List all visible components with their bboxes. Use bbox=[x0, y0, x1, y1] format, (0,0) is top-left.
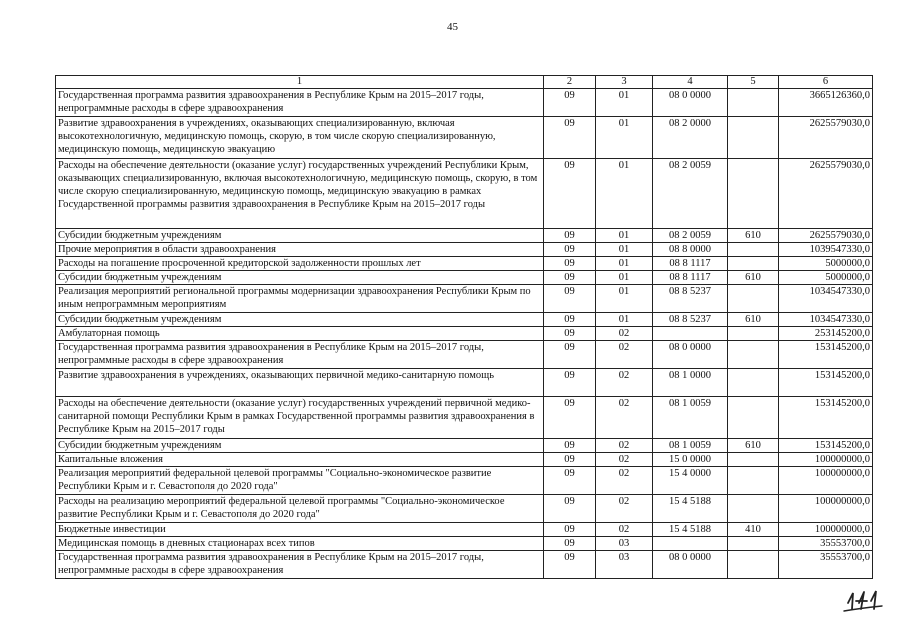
row-target-article: 08 1 0059 bbox=[653, 397, 728, 439]
row-target-article: 08 1 0000 bbox=[653, 369, 728, 397]
row-expense-type bbox=[728, 551, 779, 579]
row-description: Расходы на обеспечение деятельности (оказание услуг) государственных учреждений первичной медико-санитарной помощи Республики Крым в рамках Государственной программы развития здравоохранения в Республике Крым на 2015–2017 годы bbox=[56, 397, 544, 439]
row-amount: 100000000,0 bbox=[779, 523, 873, 537]
row-expense-type bbox=[728, 453, 779, 467]
row-section-code: 09 bbox=[544, 257, 596, 271]
row-subsection-code: 01 bbox=[596, 257, 653, 271]
table-row bbox=[56, 285, 873, 313]
row-description: Развитие здравоохранения в учреждениях, оказывающих первичной медико-санитарную помощь bbox=[56, 369, 544, 397]
row-section-code: 09 bbox=[544, 495, 596, 523]
row-amount: 5000000,0 bbox=[779, 257, 873, 271]
row-subsection-code: 01 bbox=[596, 159, 653, 229]
row-target-article: 08 1 0059 bbox=[653, 439, 728, 453]
row-description: Расходы на реализацию мероприятий федеральной целевой программы "Социально-экономическое развитие Республики Крым и г. Севастополя до 2020 года" bbox=[56, 495, 544, 523]
table-row bbox=[56, 229, 873, 243]
row-description: Амбулаторная помощь bbox=[56, 327, 544, 341]
row-target-article: 08 0 0000 bbox=[653, 341, 728, 369]
row-subsection-code: 02 bbox=[596, 495, 653, 523]
table-row bbox=[56, 89, 873, 117]
row-description: Государственная программа развития здравоохранения в Республике Крым на 2015–2017 годы, непрограммные расходы в сфере здравоохранения bbox=[56, 551, 544, 579]
row-subsection-code: 02 bbox=[596, 467, 653, 495]
table-row bbox=[56, 327, 873, 341]
row-amount: 1034547330,0 bbox=[779, 313, 873, 327]
row-description: Государственная программа развития здравоохранения в Республике Крым на 2015–2017 годы, непрограммные расходы в сфере здравоохранения bbox=[56, 89, 544, 117]
row-target-article: 15 4 5188 bbox=[653, 495, 728, 523]
table-row bbox=[56, 551, 873, 579]
row-target-article: 15 4 5188 bbox=[653, 523, 728, 537]
row-expense-type bbox=[728, 243, 779, 257]
row-subsection-code: 02 bbox=[596, 397, 653, 439]
row-expense-type bbox=[728, 397, 779, 439]
table-row bbox=[56, 117, 873, 159]
row-subsection-code: 01 bbox=[596, 229, 653, 243]
row-subsection-code: 01 bbox=[596, 271, 653, 285]
row-description: Прочие мероприятия в области здравоохранения bbox=[56, 243, 544, 257]
header-col-4: 4 bbox=[653, 76, 728, 89]
header-col-2: 2 bbox=[544, 76, 596, 89]
row-section-code: 09 bbox=[544, 537, 596, 551]
row-amount: 2625579030,0 bbox=[779, 117, 873, 159]
row-description: Субсидии бюджетным учреждениям bbox=[56, 229, 544, 243]
row-section-code: 09 bbox=[544, 327, 596, 341]
row-target-article: 08 2 0059 bbox=[653, 229, 728, 243]
row-expense-type bbox=[728, 285, 779, 313]
row-target-article: 08 2 0000 bbox=[653, 117, 728, 159]
header-col-6: 6 bbox=[779, 76, 873, 89]
row-target-article: 15 4 0000 bbox=[653, 467, 728, 495]
row-description: Реализация мероприятий региональной программы модернизации здравоохранения Республики Крым по иным непрограммным мероприятиям bbox=[56, 285, 544, 313]
table-row bbox=[56, 467, 873, 495]
row-target-article: 08 0 0000 bbox=[653, 551, 728, 579]
table-row bbox=[56, 243, 873, 257]
table-body bbox=[56, 89, 873, 579]
row-amount: 5000000,0 bbox=[779, 271, 873, 285]
row-subsection-code: 01 bbox=[596, 117, 653, 159]
row-amount: 153145200,0 bbox=[779, 439, 873, 453]
row-expense-type bbox=[728, 369, 779, 397]
table-row bbox=[56, 313, 873, 327]
table-row bbox=[56, 397, 873, 439]
row-description: Капитальные вложения bbox=[56, 453, 544, 467]
row-amount: 253145200,0 bbox=[779, 327, 873, 341]
row-target-article: 08 8 1117 bbox=[653, 271, 728, 285]
row-section-code: 09 bbox=[544, 285, 596, 313]
table-row bbox=[56, 341, 873, 369]
row-amount: 153145200,0 bbox=[779, 397, 873, 439]
row-amount: 100000000,0 bbox=[779, 495, 873, 523]
row-expense-type bbox=[728, 495, 779, 523]
row-amount: 1034547330,0 bbox=[779, 285, 873, 313]
row-section-code: 09 bbox=[544, 439, 596, 453]
row-section-code: 09 bbox=[544, 159, 596, 229]
row-subsection-code: 02 bbox=[596, 523, 653, 537]
table-header-row bbox=[56, 76, 873, 89]
page-number: 45 bbox=[447, 21, 458, 33]
row-section-code: 09 bbox=[544, 313, 596, 327]
row-subsection-code: 02 bbox=[596, 327, 653, 341]
row-section-code: 09 bbox=[544, 243, 596, 257]
row-section-code: 09 bbox=[544, 117, 596, 159]
row-subsection-code: 01 bbox=[596, 313, 653, 327]
row-description: Субсидии бюджетным учреждениям bbox=[56, 271, 544, 285]
row-section-code: 09 bbox=[544, 341, 596, 369]
row-amount: 35553700,0 bbox=[779, 537, 873, 551]
row-expense-type: 610 bbox=[728, 439, 779, 453]
row-expense-type bbox=[728, 537, 779, 551]
row-section-code: 09 bbox=[544, 397, 596, 439]
table-row bbox=[56, 159, 873, 229]
row-section-code: 09 bbox=[544, 551, 596, 579]
row-expense-type: 610 bbox=[728, 313, 779, 327]
row-amount: 153145200,0 bbox=[779, 341, 873, 369]
row-target-article bbox=[653, 327, 728, 341]
row-section-code: 09 bbox=[544, 89, 596, 117]
row-expense-type bbox=[728, 467, 779, 495]
row-target-article: 08 0 0000 bbox=[653, 89, 728, 117]
row-section-code: 09 bbox=[544, 229, 596, 243]
row-description: Расходы на обеспечение деятельности (оказание услуг) государственных учреждений Республики Крым, оказывающих специализированную, включая высокотехнологичную, медицинскую помощь, скорую, в том числе скорую специализированную, медицинскую помощь, медицинскую эвакуацию в рамках Государственной программы развития здравоохранения в Республике Крым на 2015–2017 годы bbox=[56, 159, 544, 229]
table-row bbox=[56, 271, 873, 285]
row-description: Бюджетные инвестиции bbox=[56, 523, 544, 537]
header-col-5: 5 bbox=[728, 76, 779, 89]
row-expense-type bbox=[728, 341, 779, 369]
row-expense-type bbox=[728, 159, 779, 229]
row-subsection-code: 02 bbox=[596, 439, 653, 453]
row-section-code: 09 bbox=[544, 271, 596, 285]
row-amount: 1039547330,0 bbox=[779, 243, 873, 257]
row-subsection-code: 01 bbox=[596, 243, 653, 257]
table-row bbox=[56, 257, 873, 271]
table-row bbox=[56, 439, 873, 453]
row-amount: 3665126360,0 bbox=[779, 89, 873, 117]
row-description: Развитие здравоохранения в учреждениях, оказывающих специализированную, включая высокотехнологичную, медицинскую помощь, скорую, в том числе скорую специализированную, медицинскую помощь, медицинскую эвакуацию bbox=[56, 117, 544, 159]
row-target-article: 08 8 5237 bbox=[653, 285, 728, 313]
row-expense-type: 610 bbox=[728, 271, 779, 285]
row-amount: 100000000,0 bbox=[779, 453, 873, 467]
row-expense-type bbox=[728, 117, 779, 159]
row-section-code: 09 bbox=[544, 523, 596, 537]
header-col-1: 1 bbox=[56, 76, 544, 89]
row-target-article: 08 8 5237 bbox=[653, 313, 728, 327]
row-amount: 35553700,0 bbox=[779, 551, 873, 579]
row-description: Медицинская помощь в дневных стационарах всех типов bbox=[56, 537, 544, 551]
row-expense-type: 410 bbox=[728, 523, 779, 537]
handwritten-page-mark bbox=[842, 587, 886, 613]
header-col-3: 3 bbox=[596, 76, 653, 89]
row-target-article bbox=[653, 537, 728, 551]
table-row bbox=[56, 495, 873, 523]
row-subsection-code: 02 bbox=[596, 341, 653, 369]
row-section-code: 09 bbox=[544, 453, 596, 467]
row-description: Субсидии бюджетным учреждениям bbox=[56, 439, 544, 453]
row-description: Расходы на погашение просроченной кредиторской задолженности прошлых лет bbox=[56, 257, 544, 271]
table-row bbox=[56, 537, 873, 551]
row-expense-type bbox=[728, 327, 779, 341]
row-amount: 2625579030,0 bbox=[779, 159, 873, 229]
table-row bbox=[56, 523, 873, 537]
row-subsection-code: 01 bbox=[596, 285, 653, 313]
row-subsection-code: 01 bbox=[596, 89, 653, 117]
budget-table bbox=[55, 75, 873, 579]
row-section-code: 09 bbox=[544, 369, 596, 397]
row-expense-type bbox=[728, 257, 779, 271]
table-row bbox=[56, 453, 873, 467]
row-description: Государственная программа развития здравоохранения в Республике Крым на 2015–2017 годы, непрограммные расходы в сфере здравоохранения bbox=[56, 341, 544, 369]
row-target-article: 08 8 0000 bbox=[653, 243, 728, 257]
row-section-code: 09 bbox=[544, 467, 596, 495]
row-target-article: 15 0 0000 bbox=[653, 453, 728, 467]
row-amount: 100000000,0 bbox=[779, 467, 873, 495]
row-target-article: 08 2 0059 bbox=[653, 159, 728, 229]
row-subsection-code: 03 bbox=[596, 551, 653, 579]
row-subsection-code: 02 bbox=[596, 369, 653, 397]
row-expense-type: 610 bbox=[728, 229, 779, 243]
table-row bbox=[56, 369, 873, 397]
row-target-article: 08 8 1117 bbox=[653, 257, 728, 271]
row-description: Реализация мероприятий федеральной целевой программы "Социально-экономическое развитие Республики Крым и г. Севастополя до 2020 года" bbox=[56, 467, 544, 495]
row-description: Субсидии бюджетным учреждениям bbox=[56, 313, 544, 327]
row-expense-type bbox=[728, 89, 779, 117]
row-amount: 153145200,0 bbox=[779, 369, 873, 397]
row-subsection-code: 02 bbox=[596, 453, 653, 467]
row-subsection-code: 03 bbox=[596, 537, 653, 551]
row-amount: 2625579030,0 bbox=[779, 229, 873, 243]
